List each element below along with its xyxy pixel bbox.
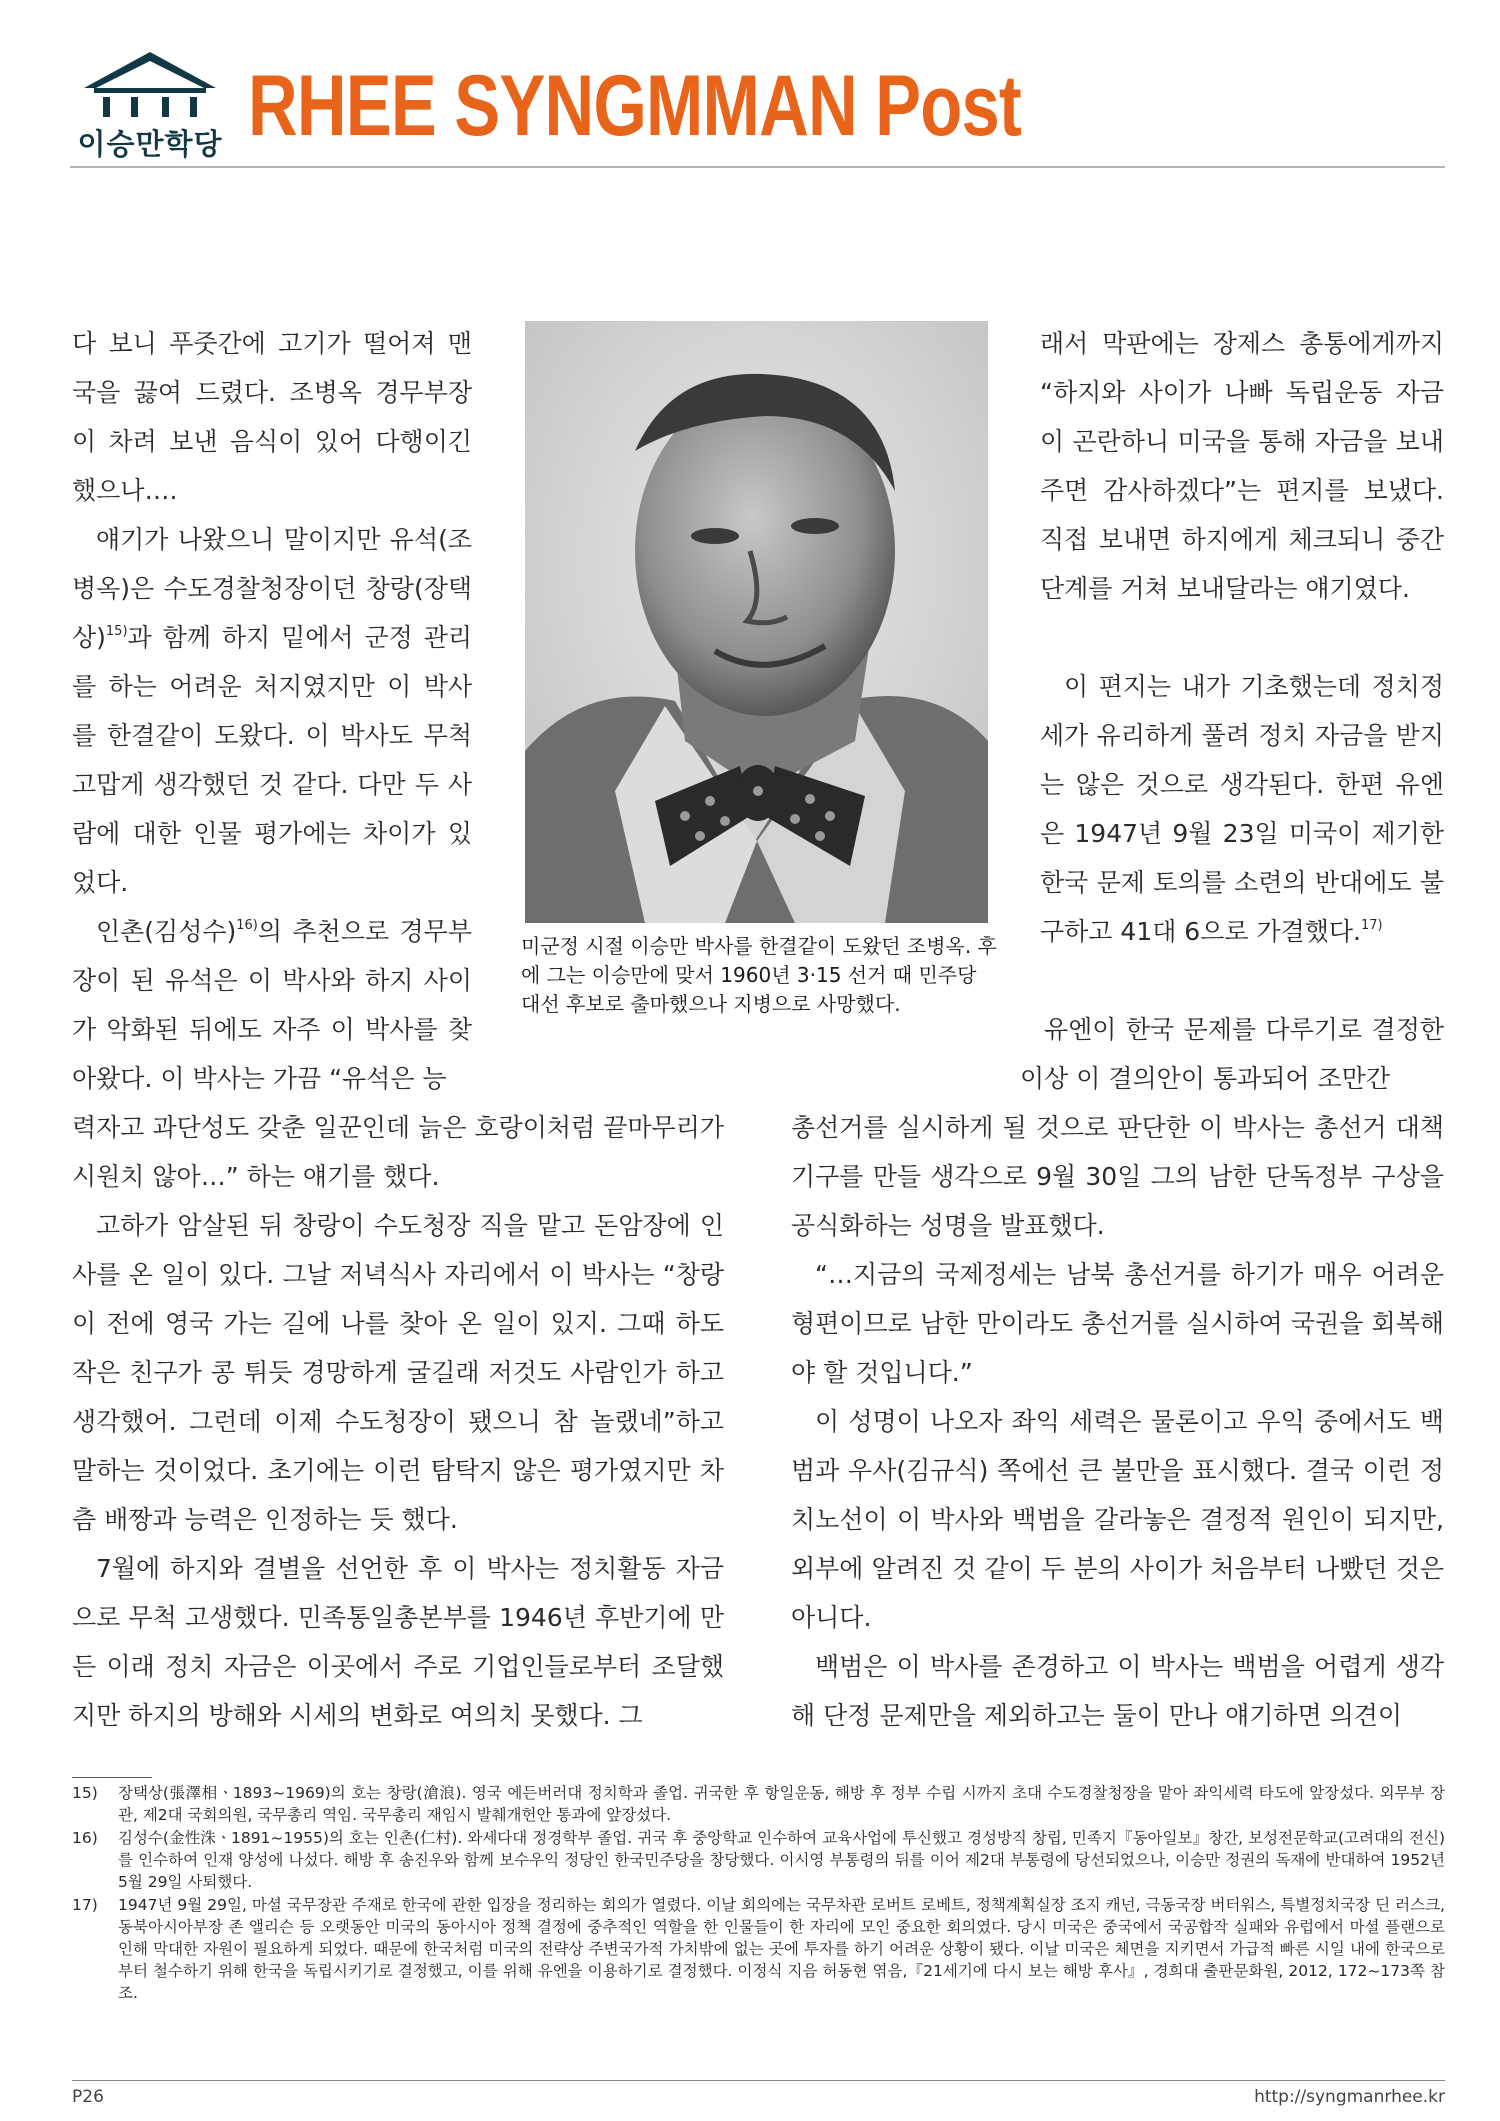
- col1-paragraph-1: 다 보니 푸줏간에 고기가 떨어져 맨 국을 끓여 드렸다. 조병옥 경무부장이 차려 보낸 음식이 있어 다행이긴 했으나….: [72, 329, 472, 505]
- logo[interactable]: [70, 48, 230, 161]
- footnote-number: 16): [72, 1829, 98, 1847]
- site-url[interactable]: http://syngmanrhee.kr: [1254, 2087, 1445, 2107]
- col3-wide-paragraph-1: 총선거를 실시하게 될 것으로 판단한 이 박사는 총선거 대책기구를 만들 생각으로 9월 30일 그의 남한 단독정부 구상을 공식화하는 성명을 발표했다.: [791, 1113, 1444, 1240]
- col3-paragraph-2: 이 편지는 내가 기초했는데 정치정세가 유리하게 풀려 정치 자금을 받지는 않은 것으로 생각된다. 한편 유엔은 1947년 9월 23일 미국이 제기한 한국 문제 토의를 소련의 반대에도 불구하고 41대 6으로 가결했다.$^{17)}$: [1040, 672, 1444, 946]
- col3-paragraph-3: 유엔이 한국 문제를 다루기로 결정한 이상 이 결의안이 통과되어 조만간: [1020, 1015, 1444, 1093]
- footnote-text: 장택상(張澤相ㆍ1893~1969)의 호는 창랑(滄浪). 영국 에든버러대 정치학과 졸업. 귀국한 후 항일운동, 해방 후 정부 수립 시까지 초대 수도경찰청장을 맡아 좌익세력 타도에 앞장섰다. 외무부 장관, 제2대 국회의원, 국무총리 역임. 국무총리 재임시 발췌개헌안 통과에 앞장섰다.: [118, 1784, 1445, 1824]
- col1-paragraph-2: 얘기가 나왔으니 말이지만 유석(조병옥)은 수도경찰청장이던 창랑(장택상)$^{15)}$과 함께 하지 밑에서 군정 관리를 하는 어려운 처지였지만 이 박사를 한결같이 도왔다. 이 박사도 무척 고맙게 생각했던 것 같다. 다만 두 사람에 대한 인물 평가에는 차이가 있었다.: [72, 525, 472, 897]
- page-number: P26: [72, 2087, 104, 2107]
- footnote-15: [72, 1782, 1445, 1826]
- col1-wide-paragraph-2: 고하가 암살된 뒤 창랑이 수도청장 직을 맡고 돈암장에 인사를 온 일이 있다. 그날 저녁식사 자리에서 이 박사는 “창랑이 전에 영국 가는 길에 나를 찾아 온 일이 있지. 그때 하도 작은 친구가 콩 튀듯 경망하게 굴길래 저것도 사람인가 하고 생각했어. 그런데 이제 수도청장이 됐으니 참 놀랬네”하고 말하는 것이었다. 초기에는 이런 탐탁지 않은 평가였지만 차츰 배짱과 능력은 인정하는 듯 했다.: [72, 1211, 724, 1534]
- footnote-number: 17): [72, 1896, 98, 1914]
- footnote-ref-16: 16): [236, 917, 258, 933]
- footnote-16: [72, 1827, 1445, 1893]
- footnote-ref-15: 15): [105, 623, 128, 639]
- col3-wide-paragraph-2: “…지금의 국제정세는 남북 총선거를 하기가 매우 어려운 형편이므로 남한 만이라도 총선거를 실시하여 국권을 회복해야 할 것입니다.”: [791, 1260, 1444, 1387]
- header-rule: [70, 166, 1445, 168]
- footnote-text: 1947년 9월 29일, 마셜 국무장관 주재로 한국에 관한 입장을 정리하는 회의가 열렸다. 이날 회의에는 국무차관 로버트 로베트, 정책계획실장 조지 캐넌, 극동국장 버터워스, 특별정치국장 딘 러스크, 동북아시아부장 존 앨리슨 등 오랫동안 미국의 동아시아 정책 결정에 중추적인 역할을 한 인물들이 한 자리에 모인 중요한 회의였다. 당시 미국은 중국에서 국공합작 실패와 유럽에서 마셜 플랜으로 인해 막대한 자원이 필요하게 되었다. 때문에 한국처럼 미국의 전략상 주변국가적 가치밖에 없는 곳에 투자를 하기 어려운 상황이 됐다. 이날 미국은 체면을 지키면서 가급적 빠른 시일 내에 한국으로부터 철수하기 위해 한국을 독립시키기로 결정했고, 이를 위해 유엔을 이용하기로 결정했다. 이정식 지음 허동현 엮음,『21세기에 다시 보는 해방 후사』, 경희대 출판문화원, 2012, 172~173쪽 참조.: [118, 1896, 1445, 2002]
- masthead-title: RHEE SYNGMMAN Post: [248, 58, 1022, 154]
- footnote-17: [72, 1894, 1445, 2004]
- photo-caption: 미군정 시절 이승만 박사를 한결같이 도왔던 조병옥. 후에 그는 이승만에 맞서 1960년 3·15 선거 때 민주당 대선 후보로 출마했으나 지병으로 사망했다.: [521, 934, 997, 1016]
- footer-rule: [72, 2080, 1445, 2081]
- footnote-text: 김성수(金性洙ㆍ1891~1955)의 호는 인촌(仁村). 와세다대 정경학부 졸업. 귀국 후 중앙학교 인수하여 교육사업에 투신했고 경성방직 창립, 민족지『동아일보』창간, 보성전문학교(고려대의 전신)를 인수하여 인재 양성에 나섰다. 해방 후 송진우와 함께 보수우익 정당인 한국민주당을 창당했다. 이시영 부통령의 뒤를 이어 제2대 부통령에 당선되었으나, 이승만 정권의 독재에 반대하여 1952년 5월 29일 사퇴했다.: [118, 1829, 1445, 1891]
- col1-paragraph-3: 인촌(김성수)$^{16)}$의 추천으로 경무부장이 된 유석은 이 박사와 하지 사이가 악화된 뒤에도 자주 이 박사를 찾아왔다. 이 박사는 가끔 “유석은 능: [72, 917, 472, 1093]
- logo-text: 이승만학당: [77, 127, 223, 161]
- col3-wide-paragraph-3: 이 성명이 나오자 좌익 세력은 물론이고 우익 중에서도 백범과 우사(김규식) 쪽에선 큰 불만을 표시했다. 결국 이런 정치노선이 이 박사와 백범을 갈라놓은 결정적 원인이 되지만, 외부에 알려진 것 같이 두 분의 사이가 처음부터 나빴던 것은 아니다.: [791, 1407, 1444, 1632]
- house-icon: [70, 48, 230, 128]
- col3-wide-paragraph-4: 백범은 이 박사를 존경하고 이 박사는 백범을 어렵게 생각해 단정 문제만을 제외하고는 둘이 만나 얘기하면 의견이: [791, 1652, 1444, 1730]
- footnote-ref-17: 17): [1361, 917, 1383, 933]
- col1-wide-paragraph-1: 력자고 과단성도 갖춘 일꾼인데 늙은 호랑이처럼 끝마무리가 시원치 않아…” 하는 얘기를 했다.: [72, 1113, 724, 1191]
- portrait-photo: [525, 321, 988, 923]
- footnote-number: 15): [72, 1784, 98, 1802]
- col1-wide-paragraph-3: 7월에 하지와 결별을 선언한 후 이 박사는 정치활동 자금으로 무척 고생했다. 민족통일총본부를 1946년 후반기에 만든 이래 정치 자금은 이곳에서 주로 기업인들로부터 조달했지만 하지의 방해와 시세의 변화로 여의치 못했다. 그: [72, 1554, 724, 1730]
- col3-paragraph-1: 래서 막판에는 장제스 총통에게까지 “하지와 사이가 나빠 독립운동 자금이 곤란하니 미국을 통해 자금을 보내 주면 감사하겠다”는 편지를 보냈다. 직접 보내면 하지에게 체크되니 중간 단계를 거쳐 보내달라는 얘기였다.: [1040, 329, 1444, 603]
- footnote-rule: [72, 1777, 152, 1778]
- footnotes: [72, 1782, 1445, 2004]
- masthead: [70, 48, 1445, 168]
